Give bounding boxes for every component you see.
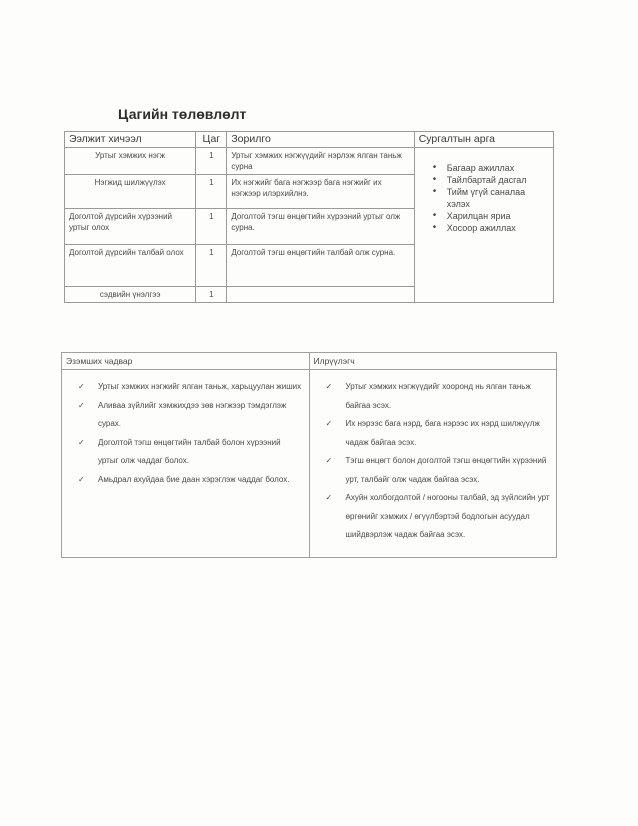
plan-table (64, 131, 554, 303)
list-item (68, 378, 303, 397)
check-icon: ✓ (325, 382, 333, 391)
list-item (68, 434, 303, 471)
check-icon: ✓ (325, 456, 333, 465)
skill-text: Амьдрал ахуйдаа бие даан хэрэглэж чаддаг болох. (98, 474, 290, 484)
list-item (316, 415, 551, 452)
check-icon: ✓ (78, 437, 85, 447)
lesson-cell: Доголтой дүрсийн талбай олох (65, 245, 196, 287)
lesson-cell: Нэгжид шилжүүлэх (65, 175, 196, 209)
check-icon: ✓ (78, 382, 85, 391)
goal-cell: Доголтой тэгш өнцөгтийн хүрээний уртыг олж сурна. (227, 209, 414, 245)
table-row (65, 148, 554, 175)
indicator-text: Уртыг хэмжих нэгжүүдийг хооронд нь ялган таньж байгаа эсэх. (345, 382, 531, 410)
skills-cell (62, 370, 310, 558)
hours-cell: 1 (196, 209, 227, 245)
header-indicators: Илрүүлэгч (309, 353, 557, 370)
check-icon: ✓ (325, 493, 333, 502)
page-title: Цагийн төлөвлөлт (118, 106, 247, 122)
indicator-text: Ахуйн холбогдолтой / ногооны талбай, эд зүйлсийн урт өргөнийг хэмжих / өгүүлбэртэй бодлогын асуудал шийдвэрлэж чадаж байгаа эсэх. (345, 493, 550, 539)
list-item (68, 397, 303, 434)
skills-list (68, 378, 303, 489)
indicators-cell (309, 370, 557, 558)
method-item: • Багаар ажиллах (433, 162, 549, 174)
skill-text: Доголтой тэгш өнцөгтийн талбай болон хүрээний уртыг олж чаддаг болох. (98, 437, 281, 465)
method-item: • Тийм үгүй саналаа хэлэх (433, 186, 549, 210)
lesson-cell: сэдвийн үнэлгээ (65, 287, 196, 303)
outcomes-body-row (62, 370, 557, 558)
method-list (433, 162, 549, 234)
check-icon: ✓ (78, 474, 85, 484)
indicators-list (316, 378, 551, 545)
method-item: • Тайлбартай дасгал (433, 174, 549, 186)
header-method: Сургалтын арга (414, 132, 553, 148)
hours-cell: 1 (196, 148, 227, 175)
hours-cell: 1 (196, 245, 227, 287)
lesson-cell: Доголтой дүрсийн хүрээний уртыг олох (65, 209, 196, 245)
goal-cell: Уртыг хэмжих нэгжүүдийг нэрлэж ялган таньж сурна (227, 148, 414, 175)
list-item (316, 489, 551, 545)
outcomes-table (61, 352, 557, 558)
method-cell (414, 148, 553, 303)
skill-text: Аливаа зүйлийг хэмжихдээ зөв нэгжээр тэмдэглэж сурах. (98, 400, 287, 428)
header-skills: Эзэмших чадвар (62, 353, 310, 370)
check-icon: ✓ (325, 419, 333, 428)
goal-cell: Их нэгжийг бага нэгжээр бага нэгжийг их нэгжээр илэрхийлнэ. (227, 175, 414, 209)
goal-cell: Доголтой тэгш өнцөгтийн талбай олж сурна. (227, 245, 414, 287)
goal-cell (227, 287, 414, 303)
list-item (316, 452, 551, 489)
lesson-cell: Уртыг хэмжих нэгж (65, 148, 196, 175)
list-item (68, 471, 303, 490)
method-item: • Хосоор ажиллах (433, 222, 549, 234)
header-hours: Цаг (196, 132, 227, 148)
hours-cell: 1 (196, 287, 227, 303)
indicator-text: Тэгш өнцөгт болон доголтой тэгш өнцөгтийн хүрээний урт, талбайг олж чадаж байгаа эсэх. (345, 456, 547, 484)
hours-cell: 1 (196, 175, 227, 209)
method-item: • Харилцан яриа (433, 210, 549, 222)
header-lesson: Ээлжит хичээл (65, 132, 196, 148)
outcomes-header-row (62, 353, 557, 370)
plan-header-row (65, 132, 554, 148)
skill-text: Уртыг хэмжих нэгжийг ялган таньж, харьцуулан жиших (98, 382, 302, 391)
check-icon: ✓ (78, 400, 85, 410)
list-item (316, 378, 551, 415)
header-goal: Зорилго (227, 132, 414, 148)
indicator-text: Их нэрээс бага нэрд, бага нэрээс их нэрд шилжүүлж чадаж байгаа эсэх. (345, 419, 540, 447)
